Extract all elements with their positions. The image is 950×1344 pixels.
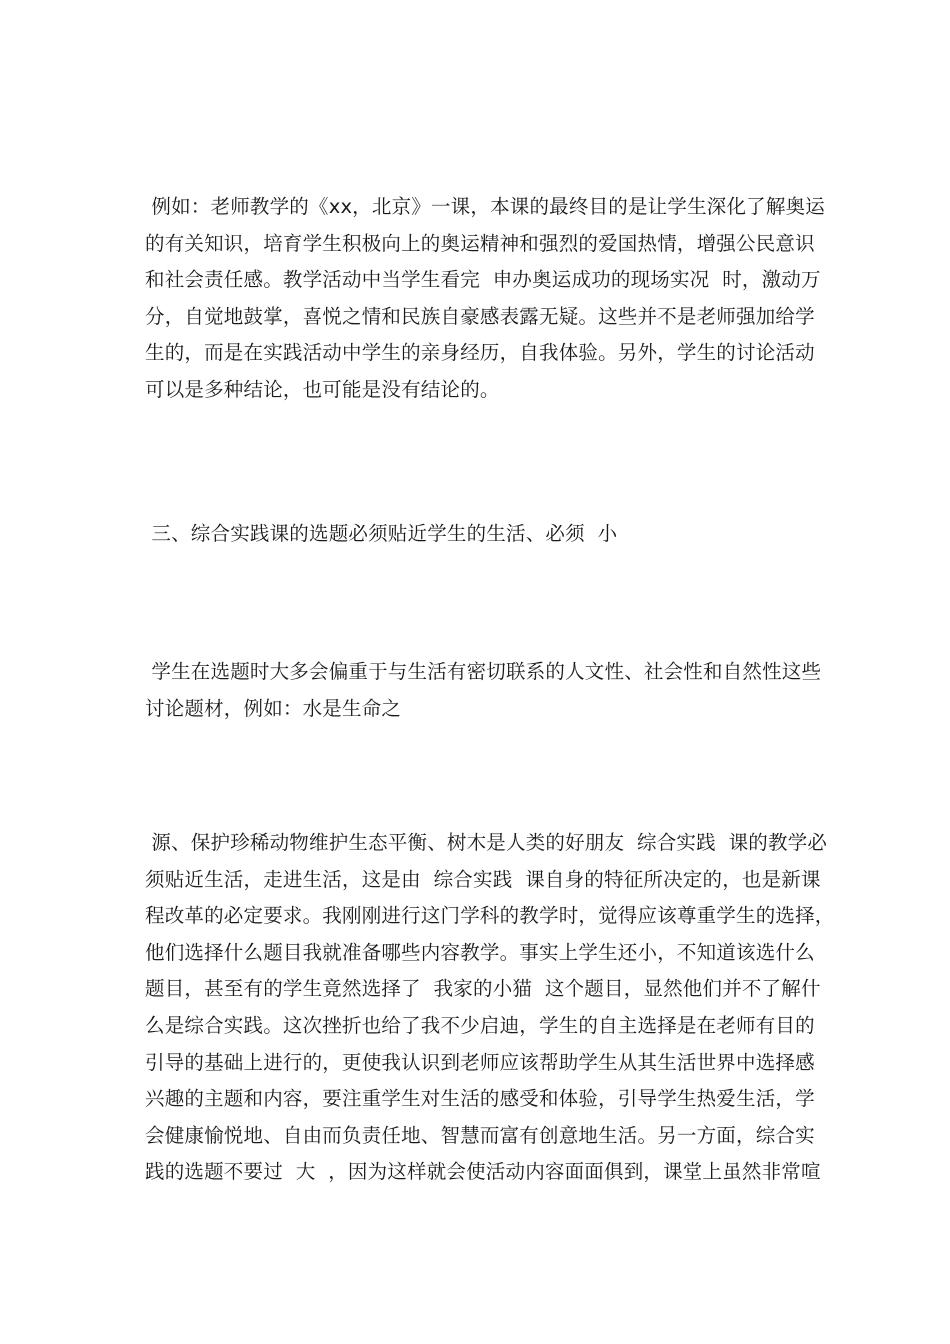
text-line: 程改革的必定要求。我刚刚进行这门学科的教学时，觉得应该尊重学生的选择， bbox=[145, 904, 835, 928]
text-line: 他们选择什么题目我就准备哪些内容教学。事实上学生还小，不知道该选什么 bbox=[145, 940, 815, 964]
paragraph-topic-selection bbox=[145, 654, 822, 727]
text-line: 和社会责任感。教学活动中当学生看完 申办奥运成功的现场实况 时，激动万 bbox=[145, 268, 821, 292]
text-line: 源、保护珍稀动物维护生态平衡、树木是人类的好朋友 综合实践 课的教学必 bbox=[145, 831, 828, 854]
text-line: 的有关知识，培育学生积极向上的奥运精神和强烈的爱国热情，增强公民意识 bbox=[145, 231, 815, 255]
heading-text: 三、综合实践课的选题必须贴近学生的生活、必须 小 bbox=[145, 522, 618, 545]
text-line: 可以是多种结论，也可能是没有结论的。 bbox=[145, 377, 500, 401]
text-line: 么是综合实践。这次挫折也给了我不少启迪，学生的自主选择是在老师有目的 bbox=[145, 1013, 815, 1037]
text-line: 学生在选题时大多会偏重于与生活有密切联系的人文性、社会性和自然性这些 bbox=[145, 660, 822, 683]
text-line: 讨论题材，例如：水是生命之 bbox=[145, 696, 402, 720]
text-line: 例如：老师教学的《xx，北京》一课，本课的最终目的是让学生深化了解奥运 bbox=[145, 195, 825, 218]
text-line: 引导的基础上进行的，更使我认识到老师应该帮助学生从其生活世界中选择感 bbox=[145, 1050, 815, 1074]
section-heading-3 bbox=[145, 516, 815, 553]
text-line: 会健康愉悦地、自由而负责任地、智慧而富有创意地生活。另一方面，综合实 bbox=[145, 1123, 815, 1147]
text-line: 生的，而是在实践活动中学生的亲身经历，自我体验。另外，学生的讨论活动 bbox=[145, 341, 815, 365]
paragraph-olympics-example bbox=[145, 189, 825, 409]
text-line: 践的选题不要过 大 ，因为这样就会使活动内容面面俱到，课堂上虽然非常喧 bbox=[145, 1160, 821, 1184]
text-line: 兴趣的主题和内容，要注重学生对生活的感受和体验，引导学生热爱生活，学 bbox=[145, 1087, 815, 1111]
text-line: 题目，甚至有的学生竟然选择了 我家的小猫 这个题目，显然他们并不了解什 bbox=[145, 977, 821, 1001]
text-line: 分，自觉地鼓掌，喜悦之情和民族自豪感表露无疑。这些并不是老师强加给学 bbox=[145, 304, 815, 328]
text-line: 须贴近生活，走进生活，这是由 综合实践 课自身的特征所决定的，也是新课 bbox=[145, 867, 821, 891]
paragraph-close-to-life bbox=[145, 825, 835, 1191]
